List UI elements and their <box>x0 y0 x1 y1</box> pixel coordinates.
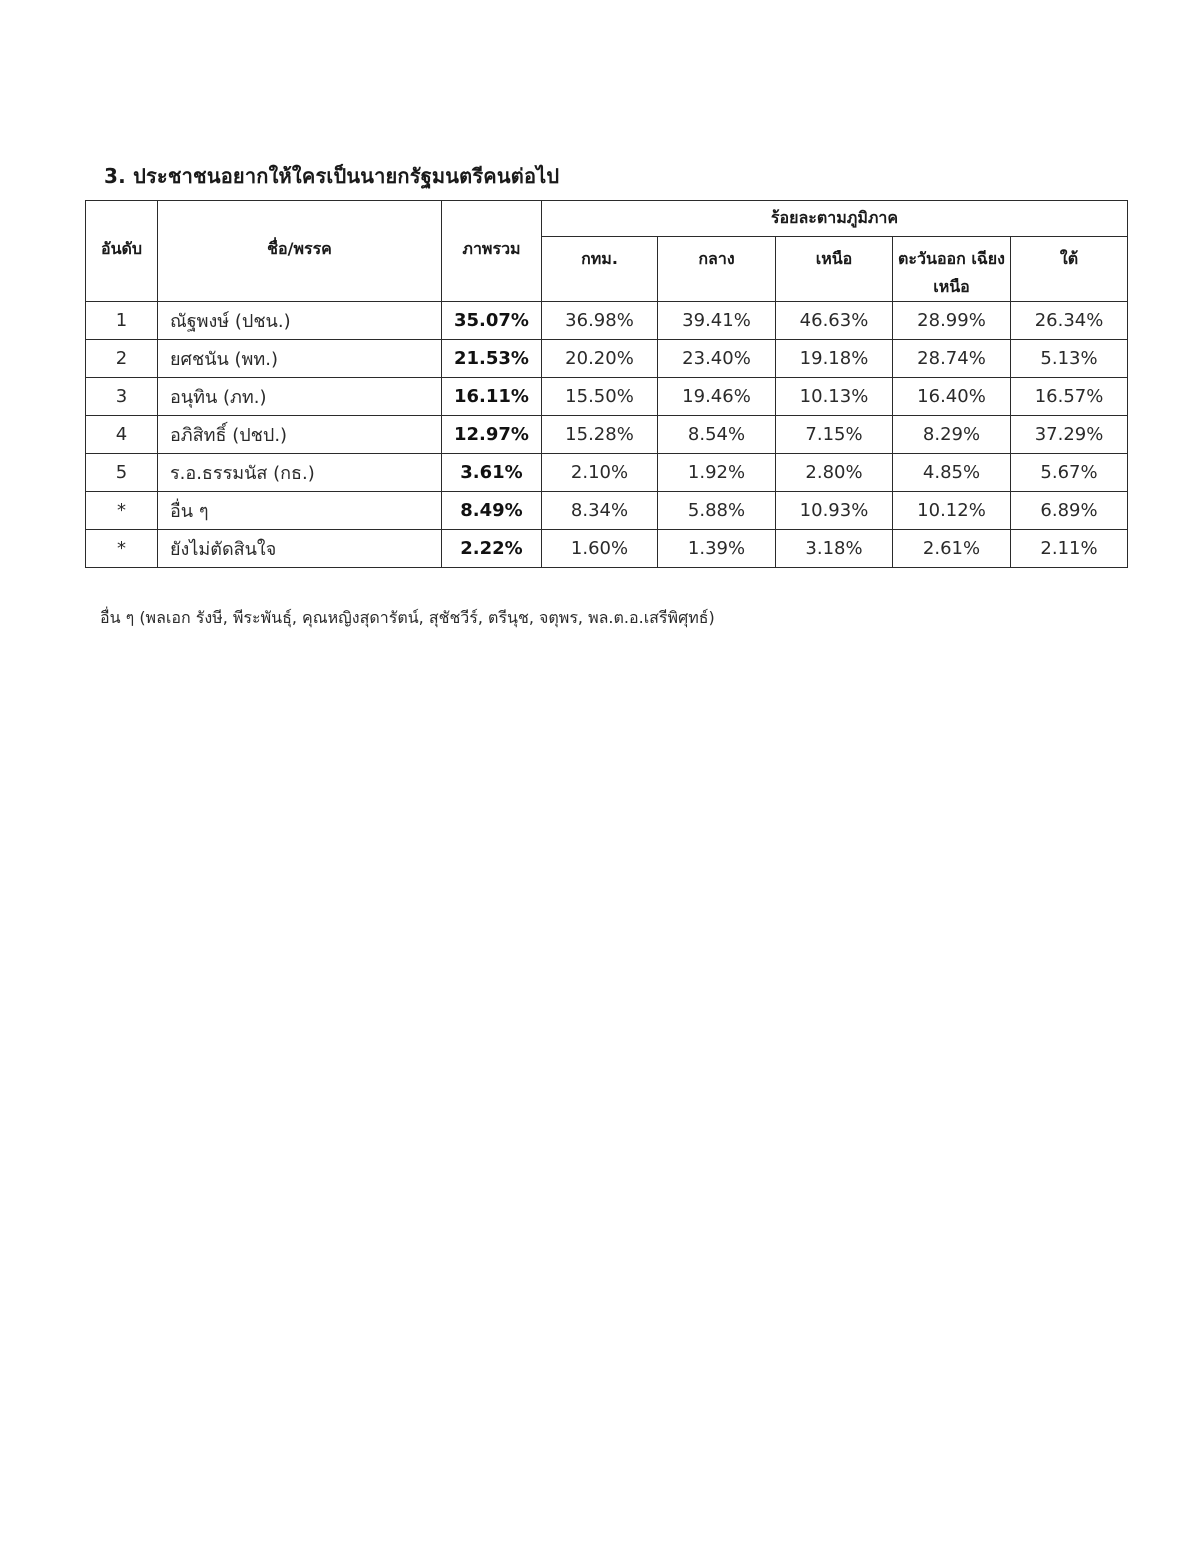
table-row <box>86 454 1128 492</box>
name-party-cell: ร.อ.ธรรมนัส (กธ.) <box>158 454 442 492</box>
region-percent-cell: 1.60% <box>542 530 658 568</box>
poll-table-body <box>86 302 1128 568</box>
table-row <box>86 340 1128 378</box>
region-percent-cell: 4.85% <box>893 454 1011 492</box>
region-percent-cell: 1.92% <box>658 454 776 492</box>
region-percent-cell: 15.28% <box>542 416 658 454</box>
region-percent-cell: 6.89% <box>1011 492 1128 530</box>
region-percent-cell: 2.61% <box>893 530 1011 568</box>
region-percent-cell: 2.80% <box>776 454 893 492</box>
region-percent-cell: 8.34% <box>542 492 658 530</box>
region-percent-cell: 15.50% <box>542 378 658 416</box>
region-percent-cell: 10.13% <box>776 378 893 416</box>
table-row <box>86 530 1128 568</box>
region-percent-cell: 8.54% <box>658 416 776 454</box>
region-percent-cell: 28.74% <box>893 340 1011 378</box>
region-percent-cell: 8.29% <box>893 416 1011 454</box>
header-region-bangkok: กทม. <box>542 237 658 302</box>
region-percent-cell: 10.93% <box>776 492 893 530</box>
poll-results-table <box>85 200 1128 568</box>
table-row <box>86 378 1128 416</box>
region-percent-cell: 37.29% <box>1011 416 1128 454</box>
rank-cell: 4 <box>86 416 158 454</box>
header-region-south: ใต้ <box>1011 237 1128 302</box>
region-percent-cell: 5.88% <box>658 492 776 530</box>
table-row <box>86 302 1128 340</box>
header-region-north: เหนือ <box>776 237 893 302</box>
table-row <box>86 492 1128 530</box>
region-percent-cell: 36.98% <box>542 302 658 340</box>
region-percent-cell: 1.39% <box>658 530 776 568</box>
header-region-central: กลาง <box>658 237 776 302</box>
header-name-party: ชื่อ/พรรค <box>158 201 442 302</box>
footnote: อื่น ๆ (พลเอก รังษี, พีระพันธุ์, คุณหญิงสุดารัตน์, สุชัชวีร์, ตรีนุช, จตุพร, พล.ต.อ.เสรีพิศุทธ์) <box>100 608 715 627</box>
region-percent-cell: 16.40% <box>893 378 1011 416</box>
overall-percent-cell: 21.53% <box>442 340 542 378</box>
overall-percent-cell: 3.61% <box>442 454 542 492</box>
region-percent-cell: 10.12% <box>893 492 1011 530</box>
name-party-cell: ยศชนัน (พท.) <box>158 340 442 378</box>
region-percent-cell: 2.11% <box>1011 530 1128 568</box>
region-percent-cell: 20.20% <box>542 340 658 378</box>
region-percent-cell: 26.34% <box>1011 302 1128 340</box>
region-percent-cell: 16.57% <box>1011 378 1128 416</box>
header-region-group: ร้อยละตามภูมิภาค <box>542 201 1128 237</box>
region-percent-cell: 3.18% <box>776 530 893 568</box>
rank-cell: 1 <box>86 302 158 340</box>
region-percent-cell: 19.18% <box>776 340 893 378</box>
region-percent-cell: 19.46% <box>658 378 776 416</box>
overall-percent-cell: 35.07% <box>442 302 542 340</box>
name-party-cell: อภิสิทธิ์ (ปชป.) <box>158 416 442 454</box>
region-percent-cell: 2.10% <box>542 454 658 492</box>
region-percent-cell: 5.67% <box>1011 454 1128 492</box>
region-percent-cell: 46.63% <box>776 302 893 340</box>
name-party-cell: ณัฐพงษ์ (ปชน.) <box>158 302 442 340</box>
region-percent-cell: 7.15% <box>776 416 893 454</box>
table-row <box>86 416 1128 454</box>
overall-percent-cell: 12.97% <box>442 416 542 454</box>
region-percent-cell: 28.99% <box>893 302 1011 340</box>
rank-cell: * <box>86 492 158 530</box>
page-title: 3. ประชาชนอยากให้ใครเป็นนายกรัฐมนตรีคนต่อไป <box>104 164 560 188</box>
name-party-cell: อื่น ๆ <box>158 492 442 530</box>
overall-percent-cell: 2.22% <box>442 530 542 568</box>
header-region-northeast: ตะวันออก เฉียงเหนือ <box>893 237 1011 302</box>
rank-cell: 2 <box>86 340 158 378</box>
region-percent-cell: 23.40% <box>658 340 776 378</box>
rank-cell: * <box>86 530 158 568</box>
region-percent-cell: 39.41% <box>658 302 776 340</box>
name-party-cell: ยังไม่ตัดสินใจ <box>158 530 442 568</box>
name-party-cell: อนุทิน (ภท.) <box>158 378 442 416</box>
header-rank: อันดับ <box>86 201 158 302</box>
overall-percent-cell: 8.49% <box>442 492 542 530</box>
overall-percent-cell: 16.11% <box>442 378 542 416</box>
region-percent-cell: 5.13% <box>1011 340 1128 378</box>
header-overall: ภาพรวม <box>442 201 542 302</box>
rank-cell: 5 <box>86 454 158 492</box>
rank-cell: 3 <box>86 378 158 416</box>
